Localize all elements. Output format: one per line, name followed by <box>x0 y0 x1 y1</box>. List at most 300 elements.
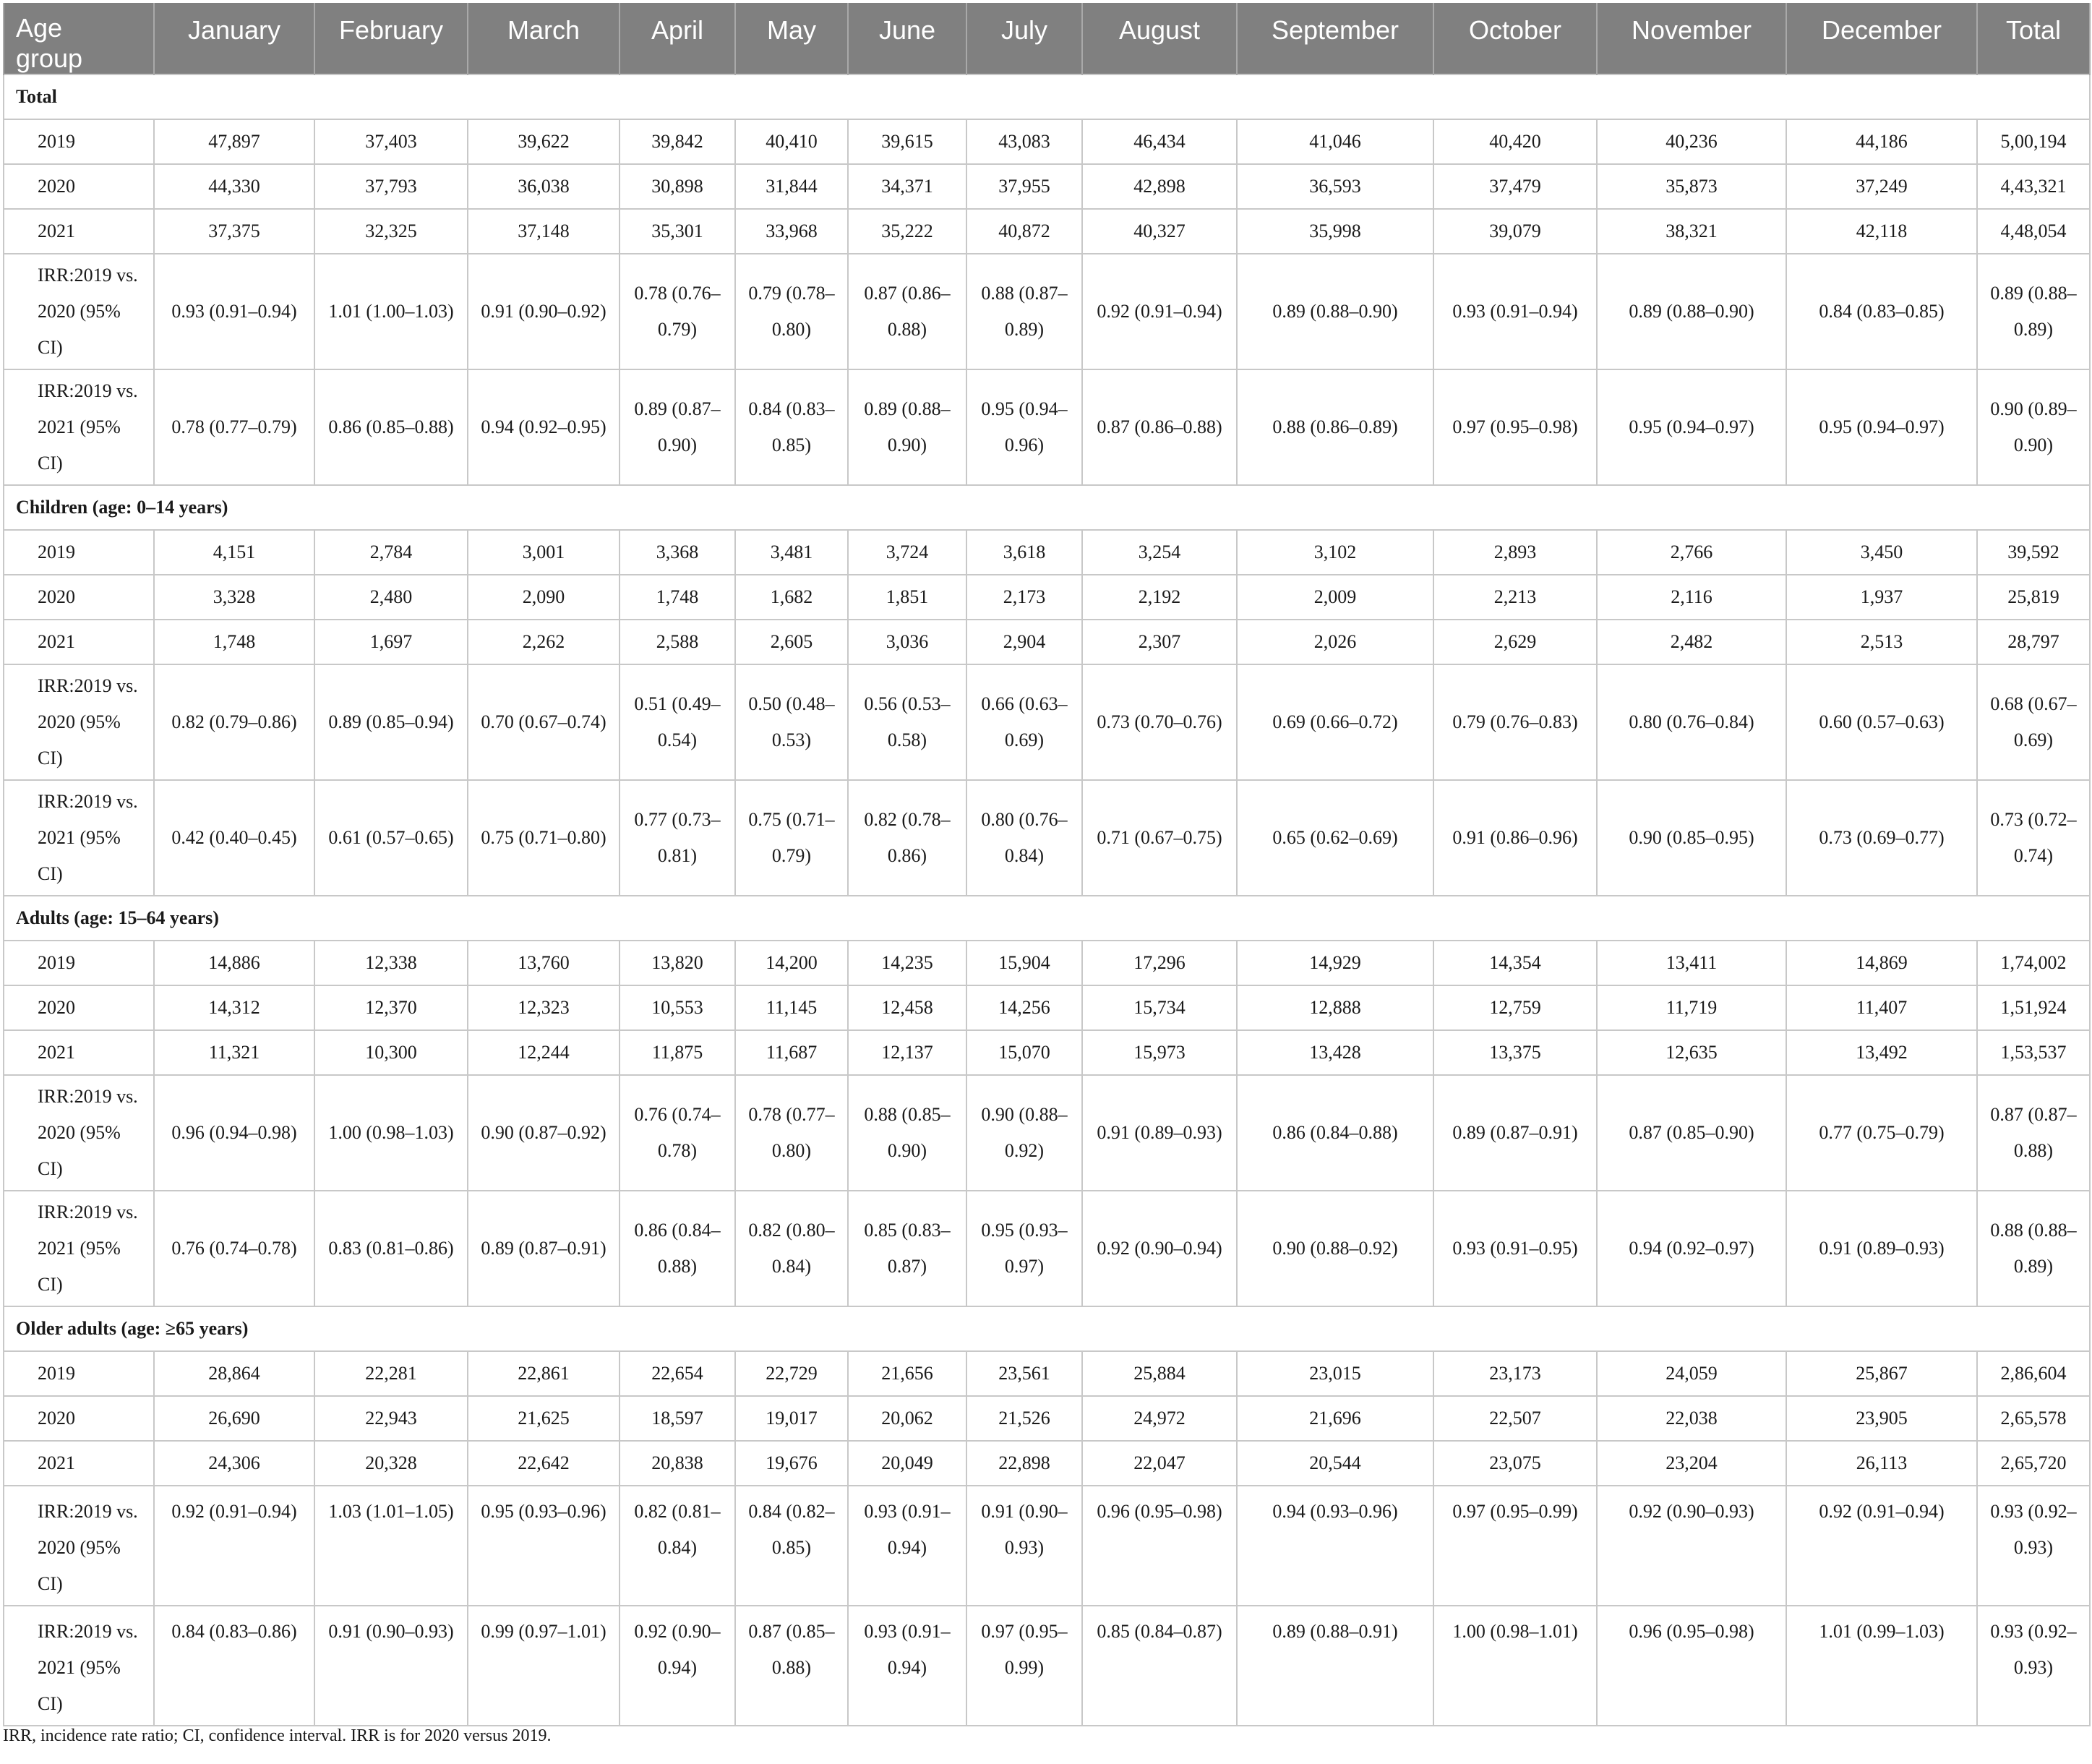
section-title: Total <box>4 74 2090 119</box>
row-label: IRR:2019 vs. 2020 (95% CI) <box>4 1075 154 1191</box>
table-row <box>4 369 2090 485</box>
table-cell: 0.90 (0.88–0.92) <box>966 1075 1082 1191</box>
table-cell: 14,312 <box>154 985 314 1030</box>
column-header-age-group: Age group <box>4 3 154 74</box>
table-cell: 0.73 (0.70–0.76) <box>1082 664 1237 780</box>
table-cell: 14,869 <box>1786 941 1977 985</box>
table-cell: 0.88 (0.87–0.89) <box>966 254 1082 369</box>
table-cell: 40,872 <box>966 209 1082 254</box>
table-cell: 1.01 (0.99–1.03) <box>1786 1606 1977 1726</box>
row-label: IRR:2019 vs. 2020 (95% CI) <box>4 1486 154 1606</box>
table-cell: 0.84 (0.83–0.85) <box>1786 254 1977 369</box>
table-cell: 0.88 (0.85–0.90) <box>848 1075 966 1191</box>
table-cell: 14,354 <box>1433 941 1597 985</box>
table-cell: 38,321 <box>1597 209 1786 254</box>
column-header-december: December <box>1786 3 1977 74</box>
column-header-october: October <box>1433 3 1597 74</box>
table-cell: 0.60 (0.57–0.63) <box>1786 664 1977 780</box>
table-cell: 39,079 <box>1433 209 1597 254</box>
table-cell: 22,861 <box>468 1351 620 1396</box>
table-cell: 37,793 <box>314 164 468 209</box>
table-cell: 0.86 (0.84–0.88) <box>1237 1075 1433 1191</box>
table-cell: 34,371 <box>848 164 966 209</box>
table-cell: 23,561 <box>966 1351 1082 1396</box>
table-cell: 3,036 <box>848 620 966 664</box>
row-label: 2020 <box>4 985 154 1030</box>
table-cell: 0.95 (0.94–0.97) <box>1786 369 1977 485</box>
column-header-may: May <box>735 3 848 74</box>
table-cell: 39,592 <box>1977 530 2090 575</box>
table-cell: 2,482 <box>1597 620 1786 664</box>
table-cell: 20,049 <box>848 1441 966 1486</box>
table-cell: 1.03 (1.01–1.05) <box>314 1486 468 1606</box>
table-cell: 35,873 <box>1597 164 1786 209</box>
column-header-january: January <box>154 3 314 74</box>
table-cell: 0.78 (0.77–0.80) <box>735 1075 848 1191</box>
table-cell: 26,690 <box>154 1396 314 1441</box>
table-cell: 0.91 (0.89–0.93) <box>1082 1075 1237 1191</box>
table-cell: 12,338 <box>314 941 468 985</box>
table-cell: 37,249 <box>1786 164 1977 209</box>
table-row <box>4 985 2090 1030</box>
table-cell: 0.90 (0.85–0.95) <box>1597 780 1786 896</box>
table-cell: 2,192 <box>1082 575 1237 620</box>
table-cell: 1.00 (0.98–1.03) <box>314 1075 468 1191</box>
table-cell: 0.82 (0.79–0.86) <box>154 664 314 780</box>
table-cell: 13,492 <box>1786 1030 1977 1075</box>
table-cell: 31,844 <box>735 164 848 209</box>
table-cell: 0.88 (0.86–0.89) <box>1237 369 1433 485</box>
table-cell: 0.97 (0.95–0.99) <box>1433 1486 1597 1606</box>
table-cell: 0.99 (0.97–1.01) <box>468 1606 620 1726</box>
table-cell: 0.93 (0.91–0.95) <box>1433 1191 1597 1306</box>
table-cell: 23,015 <box>1237 1351 1433 1396</box>
table-cell: 0.92 (0.90–0.93) <box>1597 1486 1786 1606</box>
table-cell: 37,403 <box>314 119 468 164</box>
table-cell: 2,116 <box>1597 575 1786 620</box>
table-cell: 3,450 <box>1786 530 1977 575</box>
table-cell: 36,038 <box>468 164 620 209</box>
table-cell: 0.93 (0.91–0.94) <box>1433 254 1597 369</box>
row-label: 2019 <box>4 1351 154 1396</box>
table-cell: 0.97 (0.95–0.99) <box>966 1606 1082 1726</box>
table-cell: 0.75 (0.71–0.79) <box>735 780 848 896</box>
table-cell: 0.87 (0.85–0.90) <box>1597 1075 1786 1191</box>
row-label: 2019 <box>4 941 154 985</box>
table-cell: 0.76 (0.74–0.78) <box>620 1075 735 1191</box>
header-row <box>4 3 2090 74</box>
table-cell: 0.76 (0.74–0.78) <box>154 1191 314 1306</box>
table-cell: 1.01 (1.00–1.03) <box>314 254 468 369</box>
table-cell: 0.96 (0.94–0.98) <box>154 1075 314 1191</box>
table-cell: 3,328 <box>154 575 314 620</box>
table-row <box>4 530 2090 575</box>
row-label: IRR:2019 vs. 2021 (95% CI) <box>4 780 154 896</box>
table-cell: 0.92 (0.90–0.94) <box>1082 1191 1237 1306</box>
table-cell: 0.84 (0.83–0.85) <box>735 369 848 485</box>
table-cell: 2,262 <box>468 620 620 664</box>
table-cell: 0.89 (0.88–0.91) <box>1237 1606 1433 1726</box>
table-cell: 15,070 <box>966 1030 1082 1075</box>
table-cell: 2,65,720 <box>1977 1441 2090 1486</box>
table-cell: 23,075 <box>1433 1441 1597 1486</box>
table-cell: 12,888 <box>1237 985 1433 1030</box>
table-cell: 2,605 <box>735 620 848 664</box>
table-cell: 0.83 (0.81–0.86) <box>314 1191 468 1306</box>
section-row <box>4 485 2090 530</box>
table-cell: 11,145 <box>735 985 848 1030</box>
table-cell: 0.92 (0.91–0.94) <box>1786 1486 1977 1606</box>
table-cell: 2,173 <box>966 575 1082 620</box>
table-cell: 13,760 <box>468 941 620 985</box>
table-cell: 15,973 <box>1082 1030 1237 1075</box>
table-cell: 17,296 <box>1082 941 1237 985</box>
table-cell: 0.85 (0.84–0.87) <box>1082 1606 1237 1726</box>
table-cell: 25,819 <box>1977 575 2090 620</box>
table-cell: 0.94 (0.92–0.97) <box>1597 1191 1786 1306</box>
table-cell: 0.79 (0.76–0.83) <box>1433 664 1597 780</box>
table-cell: 0.95 (0.94–0.97) <box>1597 369 1786 485</box>
table-cell: 0.42 (0.40–0.45) <box>154 780 314 896</box>
table-cell: 19,676 <box>735 1441 848 1486</box>
table-cell: 22,507 <box>1433 1396 1597 1441</box>
table-cell: 14,235 <box>848 941 966 985</box>
table-cell: 0.70 (0.67–0.74) <box>468 664 620 780</box>
table-cell: 39,842 <box>620 119 735 164</box>
table-cell: 10,553 <box>620 985 735 1030</box>
table-cell: 22,281 <box>314 1351 468 1396</box>
table-cell: 0.92 (0.91–0.94) <box>1082 254 1237 369</box>
table-cell: 13,375 <box>1433 1030 1597 1075</box>
table-cell: 39,622 <box>468 119 620 164</box>
table-cell: 2,513 <box>1786 620 1977 664</box>
table-cell: 0.87 (0.87–0.88) <box>1977 1075 2090 1191</box>
table-cell: 11,719 <box>1597 985 1786 1030</box>
section-row <box>4 896 2090 941</box>
table-cell: 46,434 <box>1082 119 1237 164</box>
table-cell: 43,083 <box>966 119 1082 164</box>
table-cell: 32,325 <box>314 209 468 254</box>
table-cell: 2,588 <box>620 620 735 664</box>
table-row <box>4 1191 2090 1306</box>
column-header-total: Total <box>1977 3 2090 74</box>
table-cell: 12,458 <box>848 985 966 1030</box>
column-header-march: March <box>468 3 620 74</box>
table-row <box>4 941 2090 985</box>
table-row <box>4 1486 2090 1606</box>
table-cell: 0.61 (0.57–0.65) <box>314 780 468 896</box>
table-cell: 0.95 (0.94–0.96) <box>966 369 1082 485</box>
section-row <box>4 74 2090 119</box>
section-row <box>4 1306 2090 1351</box>
table-cell: 3,481 <box>735 530 848 575</box>
table-cell: 1,51,924 <box>1977 985 2090 1030</box>
table-cell: 0.94 (0.93–0.96) <box>1237 1486 1433 1606</box>
row-label: 2019 <box>4 119 154 164</box>
table-row <box>4 1396 2090 1441</box>
row-label: 2020 <box>4 1396 154 1441</box>
table-cell: 13,820 <box>620 941 735 985</box>
table-cell: 3,724 <box>848 530 966 575</box>
table-cell: 0.95 (0.93–0.97) <box>966 1191 1082 1306</box>
table-cell: 0.91 (0.90–0.92) <box>468 254 620 369</box>
table-cell: 0.93 (0.91–0.94) <box>848 1486 966 1606</box>
table-cell: 1,748 <box>620 575 735 620</box>
table-cell: 14,929 <box>1237 941 1433 985</box>
table-row <box>4 1030 2090 1075</box>
table-row <box>4 1351 2090 1396</box>
column-header-july: July <box>966 3 1082 74</box>
section-title: Adults (age: 15–64 years) <box>4 896 2090 941</box>
table-cell: 42,118 <box>1786 209 1977 254</box>
table-cell: 0.73 (0.69–0.77) <box>1786 780 1977 896</box>
table-cell: 0.68 (0.67–0.69) <box>1977 664 2090 780</box>
table-cell: 42,898 <box>1082 164 1237 209</box>
table-cell: 22,047 <box>1082 1441 1237 1486</box>
table-cell: 0.91 (0.90–0.93) <box>966 1486 1082 1606</box>
table-cell: 0.75 (0.71–0.80) <box>468 780 620 896</box>
table-cell: 5,00,194 <box>1977 119 2090 164</box>
table-cell: 30,898 <box>620 164 735 209</box>
table-cell: 0.82 (0.81–0.84) <box>620 1486 735 1606</box>
table-cell: 1,937 <box>1786 575 1977 620</box>
table-cell: 0.87 (0.86–0.88) <box>848 254 966 369</box>
table-cell: 0.89 (0.87–0.90) <box>620 369 735 485</box>
table-cell: 2,893 <box>1433 530 1597 575</box>
table-cell: 0.89 (0.88–0.90) <box>1597 254 1786 369</box>
table-cell: 3,618 <box>966 530 1082 575</box>
table-cell: 19,017 <box>735 1396 848 1441</box>
table-cell: 0.89 (0.88–0.89) <box>1977 254 2090 369</box>
table-cell: 0.86 (0.84–0.88) <box>620 1191 735 1306</box>
table-cell: 0.86 (0.85–0.88) <box>314 369 468 485</box>
row-label: 2021 <box>4 1030 154 1075</box>
table-cell: 13,428 <box>1237 1030 1433 1075</box>
table-cell: 0.89 (0.85–0.94) <box>314 664 468 780</box>
table-cell: 20,544 <box>1237 1441 1433 1486</box>
table-cell: 35,222 <box>848 209 966 254</box>
table-cell: 2,784 <box>314 530 468 575</box>
table-cell: 4,48,054 <box>1977 209 2090 254</box>
row-label: 2021 <box>4 1441 154 1486</box>
table-cell: 12,137 <box>848 1030 966 1075</box>
table-cell: 0.80 (0.76–0.84) <box>966 780 1082 896</box>
table-cell: 24,306 <box>154 1441 314 1486</box>
table-cell: 12,323 <box>468 985 620 1030</box>
table-cell: 14,200 <box>735 941 848 985</box>
table-cell: 22,898 <box>966 1441 1082 1486</box>
table-cell: 21,696 <box>1237 1396 1433 1441</box>
table-cell: 0.77 (0.73–0.81) <box>620 780 735 896</box>
table-cell: 2,009 <box>1237 575 1433 620</box>
table-cell: 1,748 <box>154 620 314 664</box>
table-row <box>4 119 2090 164</box>
row-label: IRR:2019 vs. 2020 (95% CI) <box>4 664 154 780</box>
table-cell: 22,654 <box>620 1351 735 1396</box>
table-cell: 2,629 <box>1433 620 1597 664</box>
table-header <box>4 3 2090 74</box>
section-title: Children (age: 0–14 years) <box>4 485 2090 530</box>
table-cell: 0.87 (0.85–0.88) <box>735 1606 848 1726</box>
table-cell: 0.91 (0.89–0.93) <box>1786 1191 1977 1306</box>
table-cell: 0.93 (0.91–0.94) <box>848 1606 966 1726</box>
table-cell: 0.51 (0.49–0.54) <box>620 664 735 780</box>
table-cell: 22,943 <box>314 1396 468 1441</box>
table-cell: 0.65 (0.62–0.69) <box>1237 780 1433 896</box>
table-cell: 3,001 <box>468 530 620 575</box>
table-cell: 23,173 <box>1433 1351 1597 1396</box>
table-cell: 0.80 (0.76–0.84) <box>1597 664 1786 780</box>
table-cell: 1,53,537 <box>1977 1030 2090 1075</box>
table-cell: 0.97 (0.95–0.98) <box>1433 369 1597 485</box>
table-row <box>4 664 2090 780</box>
column-header-august: August <box>1082 3 1237 74</box>
table-cell: 28,864 <box>154 1351 314 1396</box>
column-header-september: September <box>1237 3 1433 74</box>
table-row <box>4 164 2090 209</box>
table-cell: 0.50 (0.48–0.53) <box>735 664 848 780</box>
table-cell: 0.92 (0.90–0.94) <box>620 1606 735 1726</box>
table-cell: 0.82 (0.78–0.86) <box>848 780 966 896</box>
table-cell: 0.96 (0.95–0.98) <box>1082 1486 1237 1606</box>
column-header-november: November <box>1597 3 1786 74</box>
table-cell: 15,904 <box>966 941 1082 985</box>
row-label: IRR:2019 vs. 2021 (95% CI) <box>4 369 154 485</box>
table-cell: 15,734 <box>1082 985 1237 1030</box>
table-cell: 0.71 (0.67–0.75) <box>1082 780 1237 896</box>
table-cell: 0.95 (0.93–0.96) <box>468 1486 620 1606</box>
table-cell: 2,090 <box>468 575 620 620</box>
data-table-container <box>3 3 2089 1726</box>
table-cell: 2,65,578 <box>1977 1396 2090 1441</box>
table-cell: 0.89 (0.88–0.90) <box>1237 254 1433 369</box>
table-row <box>4 780 2090 896</box>
table-cell: 0.94 (0.92–0.95) <box>468 369 620 485</box>
table-cell: 2,480 <box>314 575 468 620</box>
table-cell: 4,151 <box>154 530 314 575</box>
table-cell: 37,955 <box>966 164 1082 209</box>
table-row <box>4 254 2090 369</box>
row-label: IRR:2019 vs. 2021 (95% CI) <box>4 1606 154 1726</box>
table-cell: 0.56 (0.53–0.58) <box>848 664 966 780</box>
table-cell: 11,407 <box>1786 985 1977 1030</box>
table-cell: 24,972 <box>1082 1396 1237 1441</box>
table-cell: 2,904 <box>966 620 1082 664</box>
row-label: IRR:2019 vs. 2020 (95% CI) <box>4 254 154 369</box>
table-cell: 20,328 <box>314 1441 468 1486</box>
table-cell: 11,321 <box>154 1030 314 1075</box>
column-header-february: February <box>314 3 468 74</box>
table-row <box>4 620 2090 664</box>
table-cell: 13,411 <box>1597 941 1786 985</box>
table-cell: 0.96 (0.95–0.98) <box>1597 1606 1786 1726</box>
table-cell: 1,697 <box>314 620 468 664</box>
table-row <box>4 1075 2090 1191</box>
table-cell: 21,526 <box>966 1396 1082 1441</box>
table-cell: 28,797 <box>1977 620 2090 664</box>
table-cell: 23,905 <box>1786 1396 1977 1441</box>
table-cell: 2,026 <box>1237 620 1433 664</box>
table-cell: 1.00 (0.98–1.01) <box>1433 1606 1597 1726</box>
table-cell: 25,884 <box>1082 1351 1237 1396</box>
table-cell: 40,236 <box>1597 119 1786 164</box>
table-cell: 0.73 (0.72–0.74) <box>1977 780 2090 896</box>
table-cell: 20,062 <box>848 1396 966 1441</box>
table-cell: 40,420 <box>1433 119 1597 164</box>
table-cell: 0.84 (0.83–0.86) <box>154 1606 314 1726</box>
table-cell: 22,729 <box>735 1351 848 1396</box>
table-cell: 0.79 (0.78–0.80) <box>735 254 848 369</box>
table-cell: 37,479 <box>1433 164 1597 209</box>
table-cell: 4,43,321 <box>1977 164 2090 209</box>
table-cell: 14,886 <box>154 941 314 985</box>
table-row <box>4 1441 2090 1486</box>
table-cell: 1,851 <box>848 575 966 620</box>
section-title: Older adults (age: ≥65 years) <box>4 1306 2090 1351</box>
table-cell: 2,86,604 <box>1977 1351 2090 1396</box>
table-cell: 10,300 <box>314 1030 468 1075</box>
table-cell: 0.82 (0.80–0.84) <box>735 1191 848 1306</box>
table-cell: 24,059 <box>1597 1351 1786 1396</box>
table-cell: 11,875 <box>620 1030 735 1075</box>
table-cell: 0.88 (0.88–0.89) <box>1977 1191 2090 1306</box>
table-cell: 44,330 <box>154 164 314 209</box>
row-label: 2021 <box>4 209 154 254</box>
table-row <box>4 1606 2090 1726</box>
table-cell: 0.89 (0.88–0.90) <box>848 369 966 485</box>
table-cell: 35,998 <box>1237 209 1433 254</box>
table-cell: 0.84 (0.82–0.85) <box>735 1486 848 1606</box>
row-label: 2019 <box>4 530 154 575</box>
table-cell: 47,897 <box>154 119 314 164</box>
row-label: 2020 <box>4 164 154 209</box>
table-cell: 12,370 <box>314 985 468 1030</box>
table-cell: 3,102 <box>1237 530 1433 575</box>
table-cell: 0.90 (0.88–0.92) <box>1237 1191 1433 1306</box>
table-cell: 12,244 <box>468 1030 620 1075</box>
table-cell: 12,635 <box>1597 1030 1786 1075</box>
column-header-june: June <box>848 3 966 74</box>
table-cell: 0.85 (0.83–0.87) <box>848 1191 966 1306</box>
table-cell: 0.69 (0.66–0.72) <box>1237 664 1433 780</box>
table-cell: 44,186 <box>1786 119 1977 164</box>
table-cell: 11,687 <box>735 1030 848 1075</box>
table-cell: 3,368 <box>620 530 735 575</box>
table-cell: 41,046 <box>1237 119 1433 164</box>
column-header-april: April <box>620 3 735 74</box>
table-cell: 0.91 (0.86–0.96) <box>1433 780 1597 896</box>
table-body <box>4 74 2090 1726</box>
table-cell: 12,759 <box>1433 985 1597 1030</box>
table-cell: 0.93 (0.91–0.94) <box>154 254 314 369</box>
table-cell: 3,254 <box>1082 530 1237 575</box>
table-cell: 39,615 <box>848 119 966 164</box>
table-cell: 22,642 <box>468 1441 620 1486</box>
table-cell: 2,213 <box>1433 575 1597 620</box>
table-cell: 0.93 (0.92–0.93) <box>1977 1486 2090 1606</box>
table-cell: 1,74,002 <box>1977 941 2090 985</box>
table-cell: 40,327 <box>1082 209 1237 254</box>
incidence-table <box>3 3 2091 1726</box>
table-cell: 0.89 (0.87–0.91) <box>1433 1075 1597 1191</box>
row-label: 2020 <box>4 575 154 620</box>
table-cell: 35,301 <box>620 209 735 254</box>
row-label: 2021 <box>4 620 154 664</box>
table-row <box>4 575 2090 620</box>
table-cell: 0.90 (0.87–0.92) <box>468 1075 620 1191</box>
table-cell: 21,656 <box>848 1351 966 1396</box>
row-label: IRR:2019 vs. 2021 (95% CI) <box>4 1191 154 1306</box>
